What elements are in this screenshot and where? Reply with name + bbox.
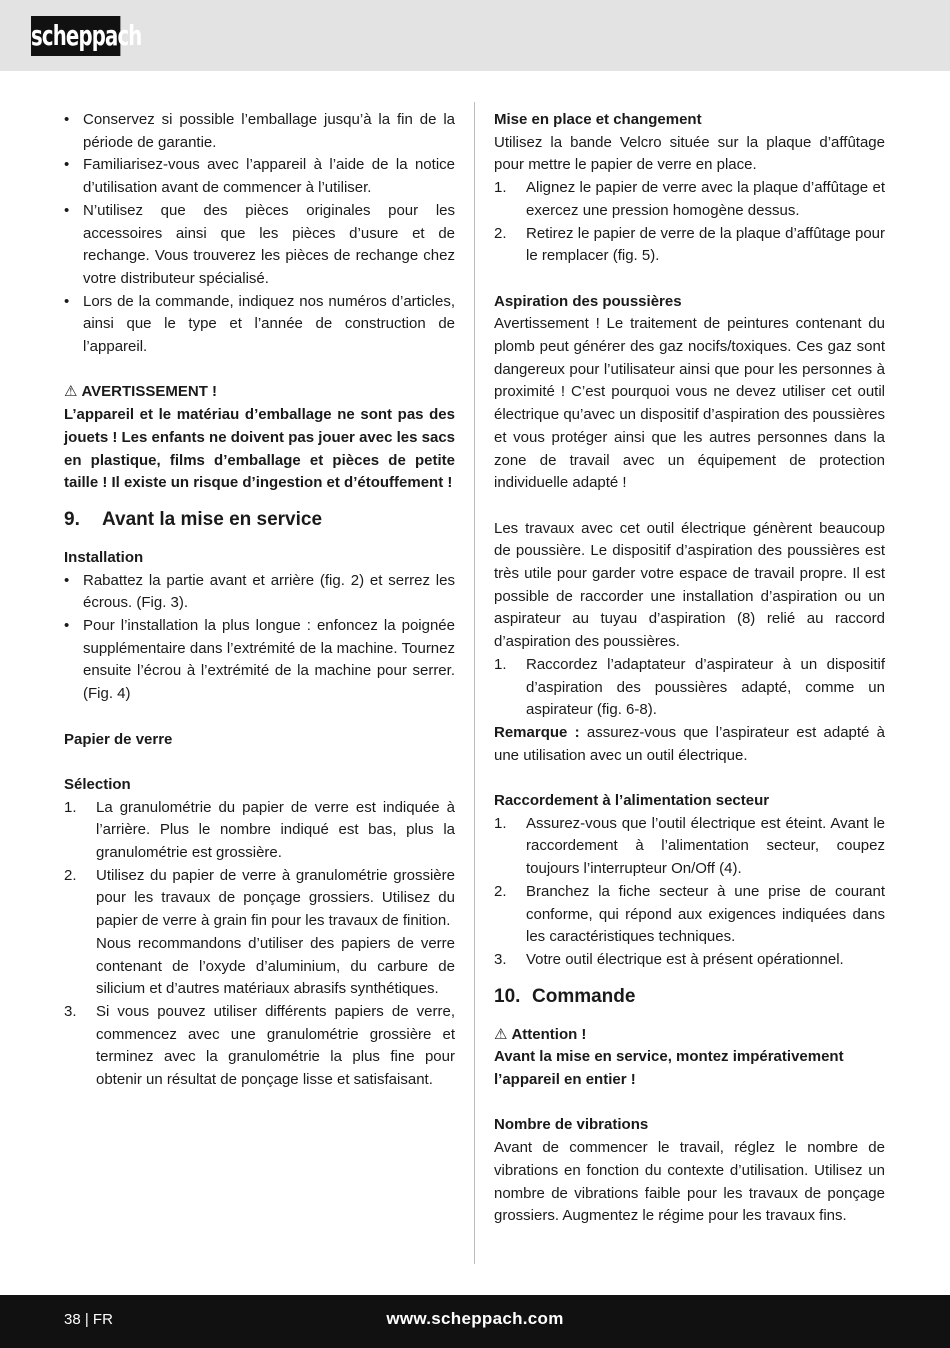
list-item: 2. Retirez le papier de verre de la plaque d’affûtage pour le remplacer (fig. 5). [494,224,885,265]
dust-extraction-title: Aspiration des poussières [494,292,682,310]
installation-bullets [64,570,455,706]
warning-heading: ⚠ AVERTISSEMENT ! [64,381,455,404]
note-text: Remarque : assurez-vous que l’aspirateur est adapté à une utilisation avec un outil électrique. [494,723,885,764]
list-item: 1. Raccordez l’adaptateur d’aspirateur à un dispositif d’aspiration des poussières adapté, comme un aspirateur (fig. 6-8). [494,655,885,719]
warning-text: L’appareil et le matériau d’emballage ne sont pas des jouets ! Les enfants ne doivent pas jouer avec les sacs en plastique, films d’emballage et pièces de petite taille ! Il existe un risque d’ingestion et d’étouffement ! [64,406,455,492]
selection-list [64,797,455,1092]
list-item: • Familiarisez-vous avec l’appareil à l’aide de la notice d’utilisation avant de commencer à l’utiliser. [64,154,455,199]
vibrations-text: Avant de commencer le travail, réglez le nombre de vibrations en fonction du contexte d’utilisation. Utilisez un nombre de vibrations faible pour les travaux de ponçage grossiers. Augmentez le régime pour les travaux fins. [494,1139,885,1225]
dust-warning-text: Avertissement ! Le traitement de peintures contenant du plomb peut générer des gaz nocifs/toxiques. Ces gaz sont dangereux pour l’utilisateur ainsi que pour les personnes à proximité ! C’est pourquoi vous ne devez utiliser cet outil électrique qu’avec un dispositif d’aspiration des poussières et vous protéger ainsi que les autres personnes dans la zone de travail avec un équipement de protection individuelle adapté ! [494,315,885,492]
list-item: • Rabattez la partie avant et arrière (fig. 2) et serrez les écrous. (Fig. 3). [64,570,455,615]
mounting-intro: Utilisez la bande Velcro située sur la plaque d’affûtage pour mettre le papier de verre en place. [494,133,885,174]
power-connection-title: Raccordement à l’alimentation secteur [494,792,770,810]
list-item: 1. Assurez-vous que l’outil électrique est éteint. Avant le raccordement à l’alimentation secteur, coupez toujours l’interrupteur On/Off (4). [494,814,885,878]
power-list [494,813,885,972]
column-divider [474,102,475,1264]
sandpaper-title: Papier de verre [64,730,173,748]
right-column [494,109,885,1228]
mounting-title: Mise en place et changement [494,111,702,128]
packaging-bullets [64,109,455,359]
left-column [64,109,455,1092]
vibrations-title: Nombre de vibrations [494,1116,649,1134]
list-item: 3. Si vous pouvez utiliser différents papiers de verre, commencez avec une granulométrie grossière et terminez avec la granulométrie la plus fine pour obtenir un résultat de ponçage lisse et satisfaisant. [64,1002,455,1089]
dust-list [494,654,885,722]
attention-text: Avant la mise en service, montez impérativement l’appareil en entier ! [494,1048,844,1089]
list-item: 1. Alignez le papier de verre avec la plaque d’affûtage et exercez une pression homogène dessus. [494,179,885,219]
list-item: 2. Branchez la fiche secteur à une prise de courant conforme, qui répond aux exigences indiquées dans les caractéristiques techniques. [494,882,885,946]
list-item: 3. Votre outil électrique est à présent opérationnel. [494,950,844,968]
page-footer [0,1295,950,1348]
attention-heading: ⚠ Attention ! [494,1024,885,1047]
list-item: • Lors de la commande, indiquez nos numéros d’articles, ainsi que le type et l’année de construction de l’appareil. [64,291,455,359]
list-item: 1. La granulométrie du papier de verre est indiquée à l’arrière. Plus le nombre indiqué est bas, plus la granulométrie est grossière. [64,798,455,862]
list-item: • N’utilisez que des pièces originales pour les accessoires ainsi que les pièces d’usure et de rechange. Vous trouverez les pièces de rechange chez votre distributeur spécialisé. [64,200,455,291]
page-number: 38 | FR [64,1311,113,1328]
section-9-heading: 9. Avant la mise en service [64,508,323,530]
installation-title: Installation [64,548,144,566]
list-item: 2. Utilisez du papier de verre à granulométrie grossière pour les travaux de ponçage grossiers. Utilisez du papier de verre à grain fin pour les travaux de finition. Nous recommandons d’utiliser des papiers de verre contenant de l’oxyde d’aluminium, du carbure de silicium et d’autres matériaux abrasifs synthétiques. [64,866,455,998]
warning-triangle-icon: ⚠ [64,383,78,401]
warning-triangle-icon: ⚠ [494,1025,508,1043]
list-item: • Pour l’installation la plus longue : enfoncez la poignée supplémentaire dans l’extrémité de la machine. Tournez ensuite l’écrou à l’extrémité de la machine pour serrer. (Fig. 4) [64,615,455,706]
dust-info-text: Les travaux avec cet outil électrique génèrent beaucoup de poussière. Le dispositif d’aspiration des poussières est très utile pour garder votre espace de travail propre. Il est possible de raccorder une installation d’aspiration ou un aspirateur au tuyau d’aspiration (8) relié au raccord d’aspiration des poussières. [494,519,885,651]
brand-logo: scheppach [31,16,120,56]
website-link[interactable]: www.scheppach.com [386,1309,564,1328]
page-header [0,0,950,71]
list-item: • Conservez si possible l’emballage jusqu’à la fin de la période de garantie. [64,109,455,154]
mounting-list [494,177,885,268]
selection-title: Sélection [64,775,131,793]
section-10-heading: 10. Commande [494,985,636,1007]
